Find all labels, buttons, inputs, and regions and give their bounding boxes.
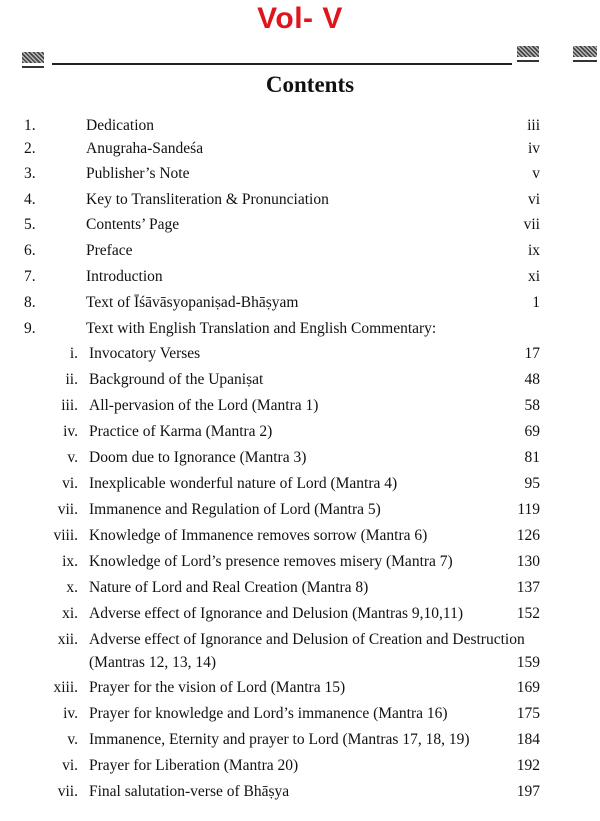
entry-page-number: 119: [517, 501, 540, 518]
entry-title: Invocatory Verses: [89, 345, 201, 362]
entry-number: 5.: [24, 216, 36, 233]
entry-number: iv.: [63, 705, 78, 722]
entry-title: Dedication: [86, 117, 155, 134]
entry-title-continuation: (Mantras 12, 13, 14): [89, 654, 216, 671]
entry-page-number: 81: [524, 449, 540, 466]
entry-number: 3.: [24, 165, 36, 182]
entry-page-number: 137: [516, 579, 540, 596]
entry-number: xii.: [57, 631, 78, 648]
entry-page-number: 130: [516, 553, 540, 570]
ornament-block-right: [517, 46, 539, 57]
entry-title: Text of Īśāvāsyopaniṣad-Bhāṣyam: [86, 294, 299, 311]
entry-page-number: 152: [516, 605, 540, 622]
entry-title: Nature of Lord and Real Creation (Mantra 8): [89, 579, 369, 596]
entry-number: x.: [66, 579, 78, 596]
entry-number: viii.: [53, 527, 78, 544]
entry-number: vii.: [57, 501, 78, 518]
entry-number: iv.: [63, 423, 78, 440]
entry-page-number: 126: [516, 527, 540, 544]
entry-title: Knowledge of Immanence removes sorrow (Mantra 6): [89, 527, 428, 544]
entry-page-number: 159: [516, 654, 540, 671]
contents-heading: Contents: [265, 72, 355, 97]
entry-number: 8.: [24, 294, 36, 311]
entry-page-number: xi: [527, 268, 540, 285]
ornament-dash-right: [517, 60, 539, 62]
entry-page-number: ix: [527, 242, 540, 259]
entry-page-number: iv: [527, 140, 540, 157]
entry-number: 6.: [24, 242, 36, 259]
entry-page-number: 95: [524, 475, 540, 492]
entry-page-number: 197: [516, 783, 540, 800]
entry-number: 7.: [24, 268, 36, 285]
entry-page-number: 184: [516, 731, 540, 748]
entry-title: Key to Transliteration & Pronunciation: [86, 191, 329, 208]
entry-number: 4.: [24, 191, 36, 208]
entry-title: Introduction: [86, 268, 163, 285]
entry-number: vi.: [62, 475, 78, 492]
ornament-dash-left: [22, 66, 44, 68]
entry-page-number: 169: [516, 679, 540, 696]
volume-label: Vol- V: [257, 2, 343, 35]
entry-number: 9.: [24, 320, 36, 337]
entry-title: Practice of Karma (Mantra 2): [89, 423, 273, 440]
entry-title: Background of the Upaniṣat: [89, 371, 264, 388]
entry-number: ix.: [62, 553, 78, 570]
entry-number: ii.: [65, 371, 78, 388]
entry-page-number: 69: [524, 423, 540, 440]
entry-title: Preface: [86, 242, 133, 259]
entry-page-number: 1: [532, 294, 540, 311]
entry-title: All-pervasion of the Lord (Mantra 1): [89, 397, 319, 414]
entry-title: Knowledge of Lord’s presence removes misery (Mantra 7): [89, 553, 453, 570]
entry-title: Immanence and Regulation of Lord (Mantra 5): [89, 501, 381, 518]
entry-title: Adverse effect of Ignorance and Delusion (Mantras 9,10,11): [89, 605, 464, 622]
entry-page-number: 17: [524, 345, 540, 362]
header-rule: [52, 63, 512, 65]
ornament-dash-edge: [573, 60, 597, 62]
entry-title: Immanence, Eternity and prayer to Lord (Mantras 17, 18, 19): [89, 731, 470, 748]
entry-title: Adverse effect of Ignorance and Delusion of Creation and Destruction: [89, 631, 525, 648]
entry-number: 2.: [24, 140, 36, 157]
entry-title: Prayer for Liberation (Mantra 20): [89, 757, 299, 774]
entry-page-number: 58: [524, 397, 540, 414]
entry-number: xiii.: [53, 679, 78, 696]
entry-title: Prayer for the vision of Lord (Mantra 15): [89, 679, 346, 696]
entry-title: Anugraha-Sandeśa: [86, 140, 204, 157]
entry-number: vi.: [62, 757, 78, 774]
entry-title: Final salutation-verse of Bhāṣya: [89, 783, 290, 800]
entry-title: Text with English Translation and English Commentary:: [86, 320, 437, 337]
entry-page-number: 48: [524, 371, 540, 388]
entry-number: v.: [67, 731, 78, 748]
entry-title: Doom due to Ignorance (Mantra 3): [89, 449, 307, 466]
entry-page-number: 192: [516, 757, 540, 774]
entry-page-number: vi: [527, 191, 540, 208]
entry-title: Publisher’s Note: [86, 165, 190, 182]
entry-page-number: 175: [516, 705, 540, 722]
entry-page-number: vii: [523, 216, 540, 233]
entry-number: v.: [67, 449, 78, 466]
entry-number: vii.: [57, 783, 78, 800]
ornament-block-left: [22, 52, 44, 63]
entry-number: iii.: [61, 397, 78, 414]
entry-title: Prayer for knowledge and Lord’s immanence (Mantra 16): [89, 705, 448, 722]
entry-page-number: iii: [527, 117, 540, 134]
ornament-block-edge: [573, 46, 597, 57]
entry-page-number: v: [532, 165, 540, 182]
entry-number: xi.: [62, 605, 78, 622]
entry-title: Inexplicable wonderful nature of Lord (Mantra 4): [89, 475, 398, 492]
entry-number: i.: [69, 345, 78, 362]
entry-title: Contents’ Page: [86, 216, 180, 233]
entry-number: 1.: [24, 117, 36, 134]
